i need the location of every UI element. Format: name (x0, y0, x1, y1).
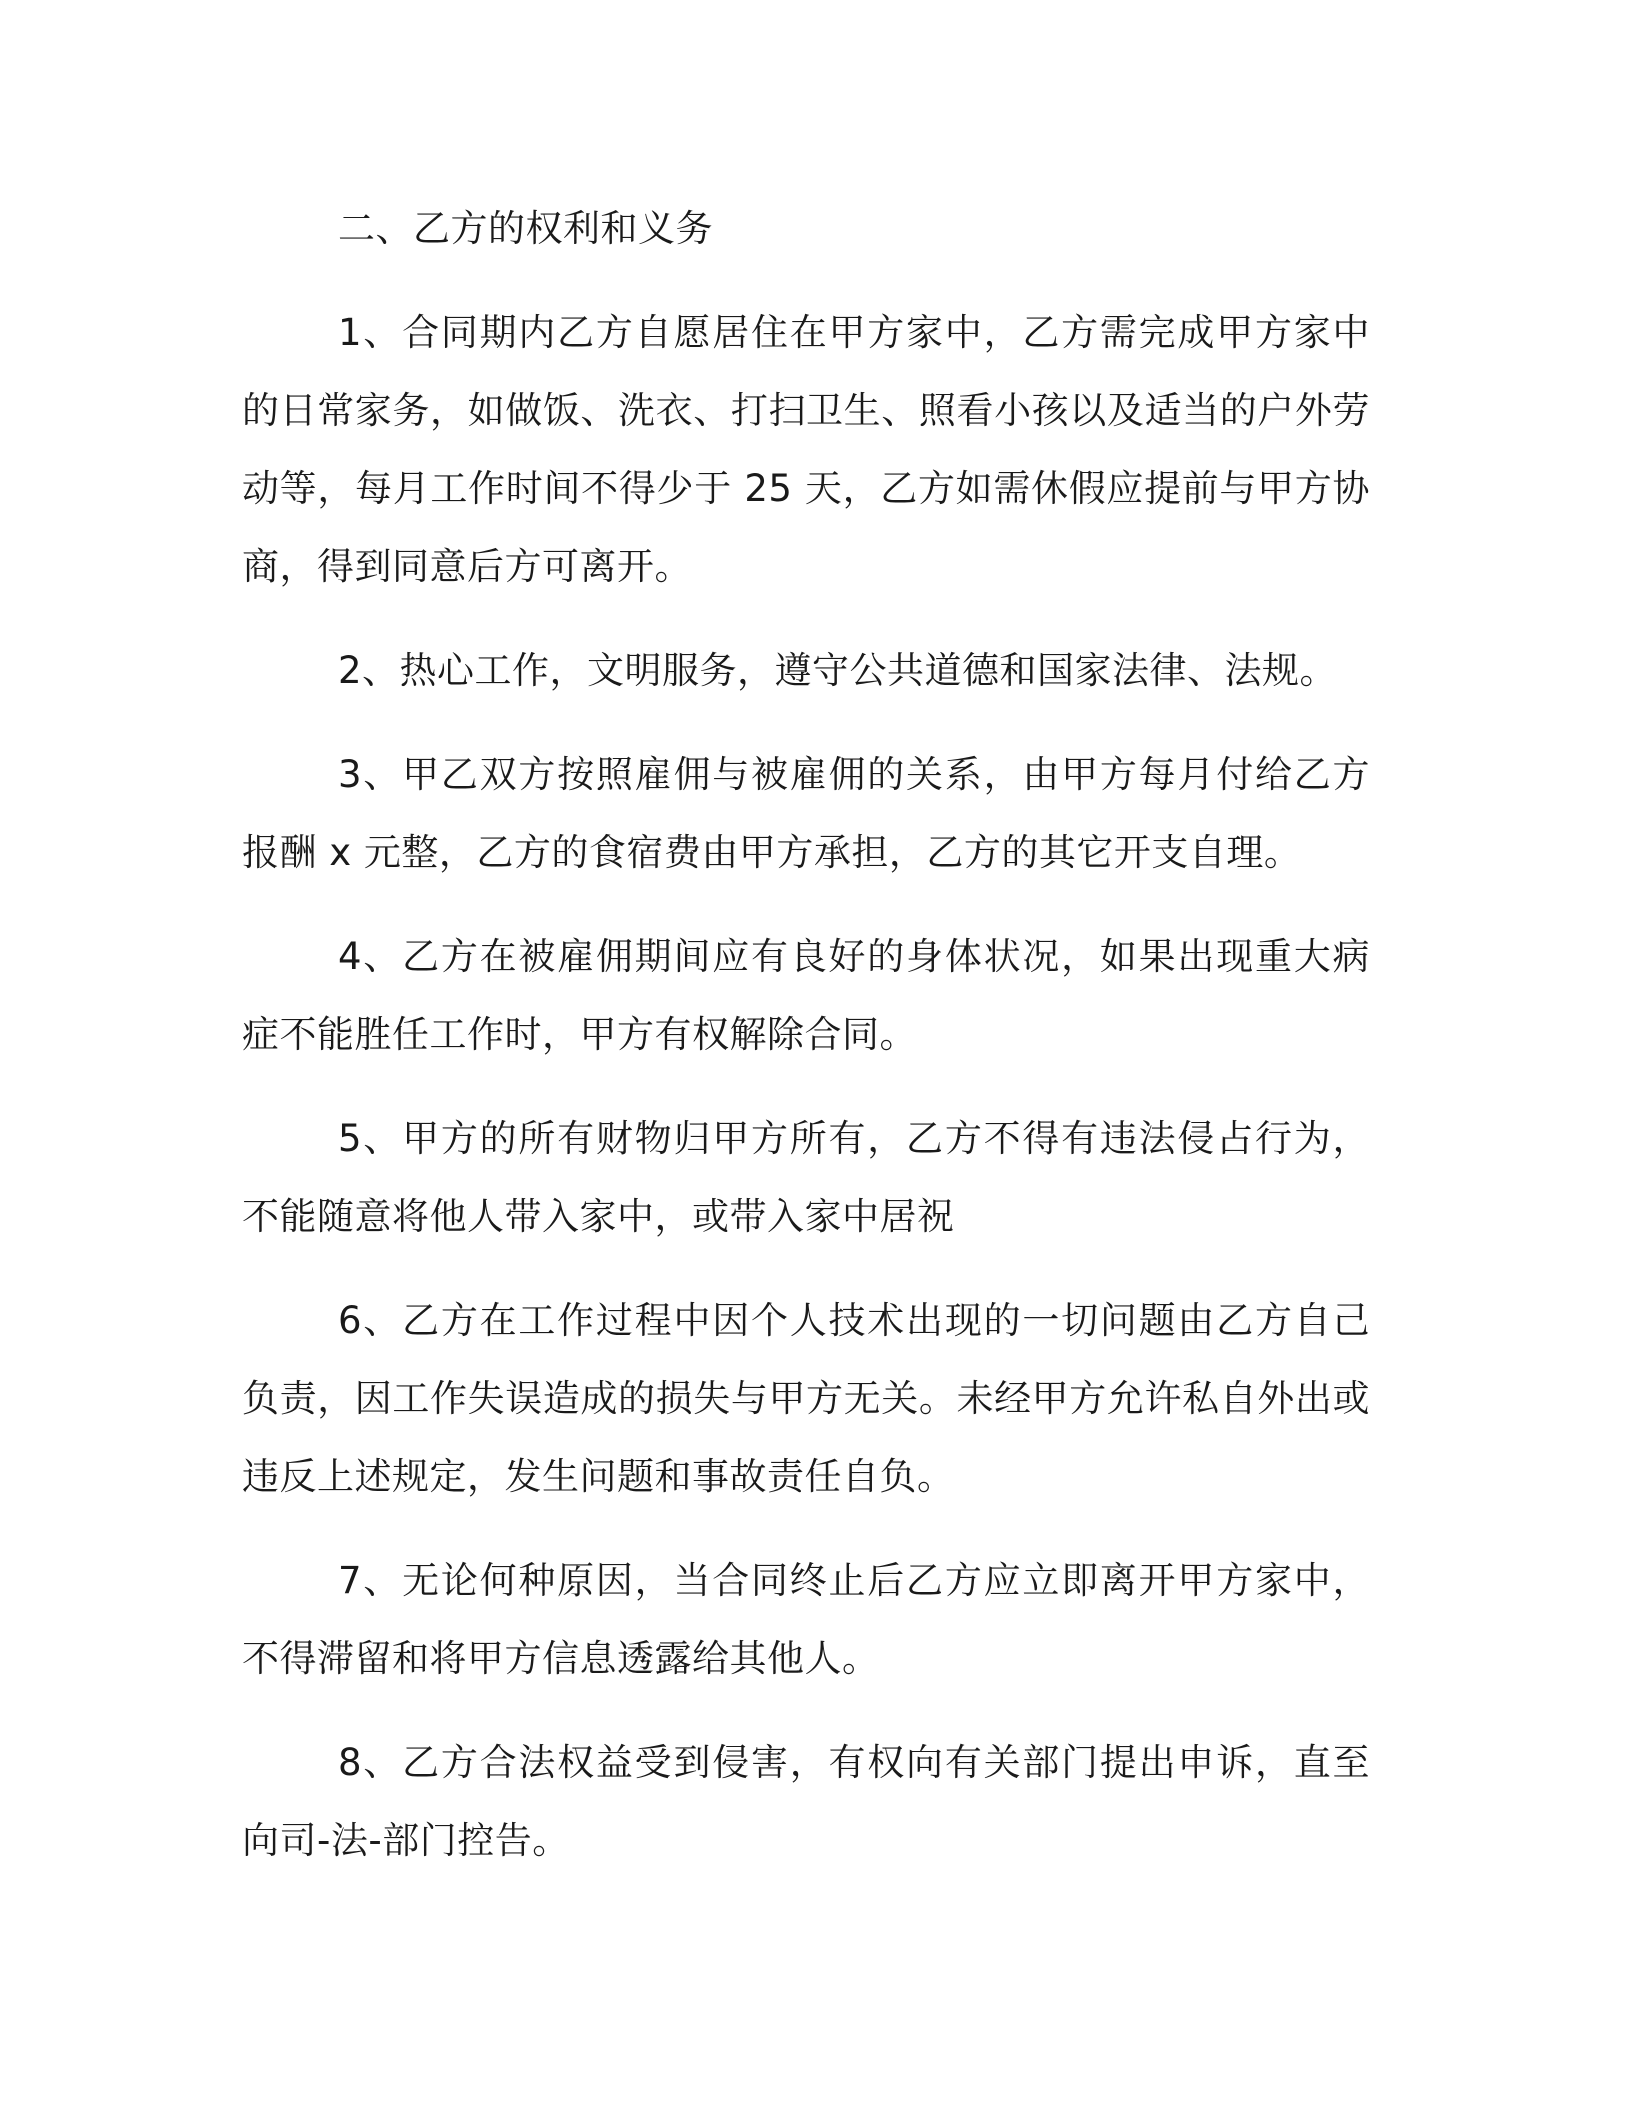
clause-6: 6、乙方在工作过程中因个人技术出现的一切问题由乙方自己负责，因工作失误造成的损失与甲方无关。未经甲方允许私自外出或违反上述规定，发生问题和事故责任自负。 (242, 1299, 1370, 1498)
clause-7: 7、无论何种原因，当合同终止后乙方应立即离开甲方家中，不得滞留和将甲方信息透露给其他人。 (242, 1559, 1370, 1680)
section-heading: 二、乙方的权利和义务 (338, 207, 713, 250)
clause-1: 1、合同期内乙方自愿居住在甲方家中，乙方需完成甲方家中的日常家务，如做饭、洗衣、打扫卫生、照看小孩以及适当的户外劳动等，每月工作时间不得少于 25 天，乙方如需休假应提前与甲方协商，得到同意后方可离开。 (242, 311, 1370, 588)
document-body (242, 190, 1370, 1906)
clause-8: 8、乙方合法权益受到侵害，有权向有关部门提出申诉，直至向司-法-部门控告。 (242, 1741, 1370, 1862)
clause-2: 2、热心工作，文明服务，遵守公共道德和国家法律、法规。 (338, 649, 1338, 692)
clause-5: 5、甲方的所有财物归甲方所有，乙方不得有违法侵占行为，不能随意将他人带入家中，或带入家中居祝 (242, 1117, 1370, 1238)
clause-3: 3、甲乙双方按照雇佣与被雇佣的关系，由甲方每月付给乙方报酬 x 元整，乙方的食宿费由甲方承担，乙方的其它开支自理。 (242, 753, 1370, 874)
clause-4: 4、乙方在被雇佣期间应有良好的身体状况，如果出现重大病症不能胜任工作时，甲方有权解除合同。 (242, 935, 1370, 1056)
